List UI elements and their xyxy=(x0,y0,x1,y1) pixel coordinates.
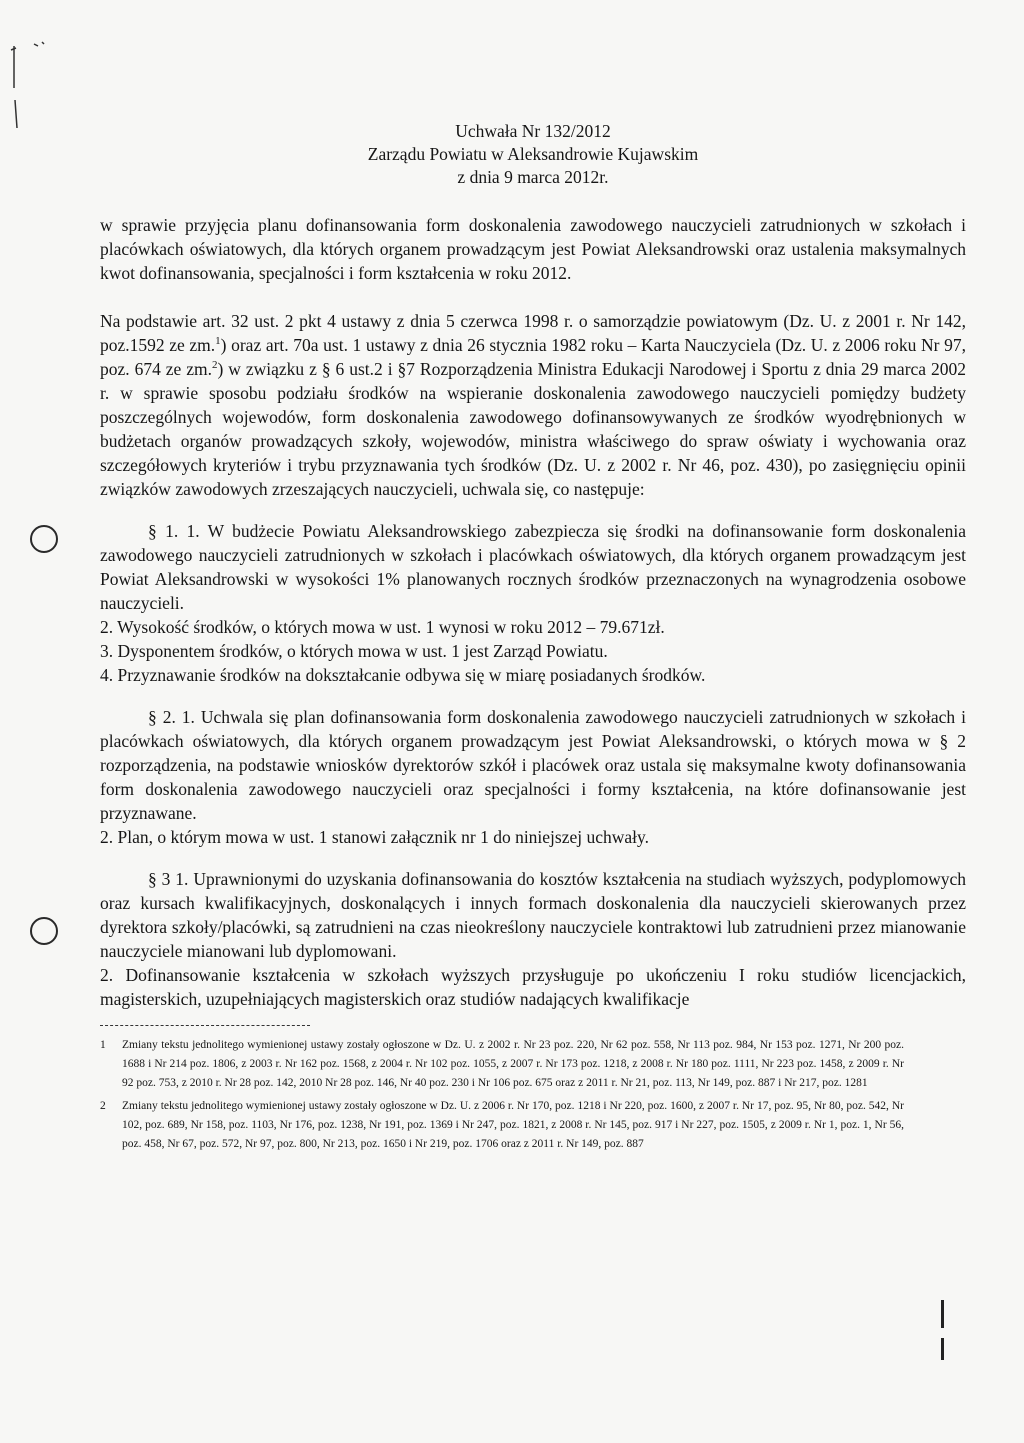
footnote-number: 2 xyxy=(100,1100,106,1112)
resolution-heading xyxy=(100,120,966,189)
resolution-subject: w sprawie przyjęcia planu dofinansowania form doskonalenia zawodowego nauczycieli zatrudnionych w szkołach i placówkach oświatowych, dla których organem prowadzącym jest Powiat Aleksandrowski oraz ustalenia maksymalnych kwot dofinansowania, specjalności i form kształcenia w roku 2012. xyxy=(100,215,966,283)
section-3 xyxy=(100,867,966,1011)
margin-mark xyxy=(941,1300,944,1328)
section-1-para-1: § 1. 1. W budżecie Powiatu Aleksandrowskiego zabezpiecza się środki na dofinansowanie form doskonalenia zawodowego nauczycieli zatrudnionych w szkołach i placówkach oświatowych, dla których organem prowadzącym jest Powiat Aleksandrowski w wysokości 1% planowanych rocznych środków przeznaczonych na wynagrodzenia osobowe nauczycieli. xyxy=(100,521,966,613)
binder-hole-bottom xyxy=(30,917,58,945)
section-3-para-1: § 3 1. Uprawnionymi do uzyskania dofinansowania do kosztów kształcenia na studiach wyższych, podyplomowych oraz kursach kwalifikacyjnych, doskonalących i innych formach doskonalenia dla nauczycieli skierowanych przez dyrektora szkoły/placówki, są zatrudnieni na czas nieokreślony nauczyciele kontraktowi lub zatrudnieni przez mianowanie nauczyciele mianowani lub dyplomowani. xyxy=(100,869,966,961)
legal-basis-text: Na podstawie art. 32 ust. 2 pkt 4 ustawy z dnia 5 czerwca 1998 r. o samorządzie powiatowym (Dz. U. z 2001 r. Nr 142, poz.1592 ze zm. xyxy=(100,311,966,355)
resolution-title: Uchwała Nr 132/2012 xyxy=(455,121,611,141)
section-1-para-2: 2. Wysokość środków, o których mowa w ust. 1 wynosi w roku 2012 – 79.671zł. xyxy=(100,617,665,637)
section-2-para-1: § 2. 1. Uchwala się plan dofinansowania form doskonalenia zawodowego nauczycieli zatrudnionych w szkołach i placówkach oświatowych, dla których organem prowadzącym jest Powiat Aleksandrowski, o których mowa w § 2 rozporządzenia, na podstawie wniosków dyrektorów szkół i placówek oraz ustala się maksymalne kwoty dofinansowania form doskonalenia zawodowego nauczycieli oraz specjalności i formy kształcenia, na które dofinansowanie jest przyznawane. xyxy=(100,707,966,823)
section-2 xyxy=(100,705,966,849)
footnote-ref: 2 xyxy=(212,359,218,372)
legal-basis-text: ) oraz art. 70a ust. 1 ustawy z dnia 26 stycznia 1982 roku – Karta Nauczyciela (Dz. U. z 2006 roku Nr 97, poz. 674 ze zm. xyxy=(100,335,966,379)
footnote xyxy=(100,1036,966,1093)
binder-hole-top xyxy=(30,525,58,553)
legal-basis-text: ) w związku z § 6 ust.2 i §7 Rozporządzenia Ministra Edukacji Narodowej i Sportu z dnia 29 marca 2002 r. w sprawie sposobu podziału środków na wspieranie doskonalenia zawodowego nauczycieli pomiędzy budżety poszczególnych wojewodów, form doskonalenia zawodowego dofinansowywanych ze środków wyodrębnionych w budżetach organów prowadzących szkoły, wojewodów, ministra właściwego do spraw oświaty i wychowania oraz szczegółowych kryteriów i trybu przyznawania tych środków (Dz. U. z 2002 r. Nr 46, poz. 430), po zasięgnięciu opinii związków zawodowych zrzeszających nauczycieli, uchwala się, co następuje: xyxy=(100,359,966,499)
footnote-text: Zmiany tekstu jednolitego wymienionej ustawy zostały ogłoszone w Dz. U. z 2006 r. Nr 170, poz. 1218 i Nr 220, poz. 1600, z 2007 r. Nr 17, poz. 95, Nr 80, poz. 542, Nr 102, poz. 689, Nr 158, poz. 1103, Nr 176, poz. 1238, Nr 191, poz. 1369 i Nr 247, poz. 1821, z 2008 r. Nr 145, poz. 917 i Nr 227, poz. 1505, z 2009 r. Nr 1, poz. 1, Nr 56, poz. 458, Nr 67, poz. 572, Nr 97, poz. 800, Nr 213, poz. 1650 i Nr 219, poz. 1706 oraz z 2011 r. Nr 149, poz. 887 xyxy=(122,1100,904,1150)
margin-mark xyxy=(941,1338,944,1360)
section-1 xyxy=(100,519,966,687)
resolution-issuer: Zarządu Powiatu w Aleksandrowie Kujawskim xyxy=(367,144,699,164)
footnote-ref: 1 xyxy=(215,335,221,348)
footnote-separator xyxy=(100,1025,310,1026)
footnote xyxy=(100,1097,966,1154)
section-1-para-4: 4. Przyznawanie środków na dokształcanie odbywa się w miarę posiadanych środków. xyxy=(100,665,706,685)
legal-basis xyxy=(100,309,966,501)
section-1-para-3: 3. Dysponentem środków, o których mowa w ust. 1 jest Zarząd Powiatu. xyxy=(100,641,608,661)
footnote-text: Zmiany tekstu jednolitego wymienionej ustawy zostały ogłoszone w Dz. U. z 2002 r. Nr 23 poz. 220, Nr 62 poz. 558, Nr 113 poz. 984, Nr 153 poz. 1271, Nr 200 poz. 1688 i Nr 214 poz. 1806, z 2003 r. Nr 162 poz. 1568, z 2004 r. Nr 102 poz. 1055, z 2007 r. Nr 173 poz. 1218, z 2008 r. Nr 180 poz. 1111, Nr 223 poz. 1458, z 2009 r. Nr 92 poz. 753, z 2010 r. Nr 28 poz. 142, 2010 Nr 28 poz. 146, Nr 40 poz. 230 i Nr 106 poz. 675 oraz z 2011 r. Nr 21, poz. 113, Nr 149, poz. 887 i Nr 217, poz. 1281 xyxy=(122,1039,904,1089)
scan-edge-mark xyxy=(8,40,48,130)
section-2-para-2: 2. Plan, o którym mowa w ust. 1 stanowi załącznik nr 1 do niniejszej uchwały. xyxy=(100,827,650,847)
section-3-para-2: 2. Dofinansowanie kształcenia w szkołach wyższych przysługuje po ukończeniu I roku studiów licencjackich, magisterskich, uzupełniających magisterskich oraz studiów nadających kwalifikacje xyxy=(100,965,966,1009)
footnote-number: 1 xyxy=(100,1039,106,1051)
document-body xyxy=(100,120,966,1154)
resolution-date: z dnia 9 marca 2012r. xyxy=(457,167,609,187)
